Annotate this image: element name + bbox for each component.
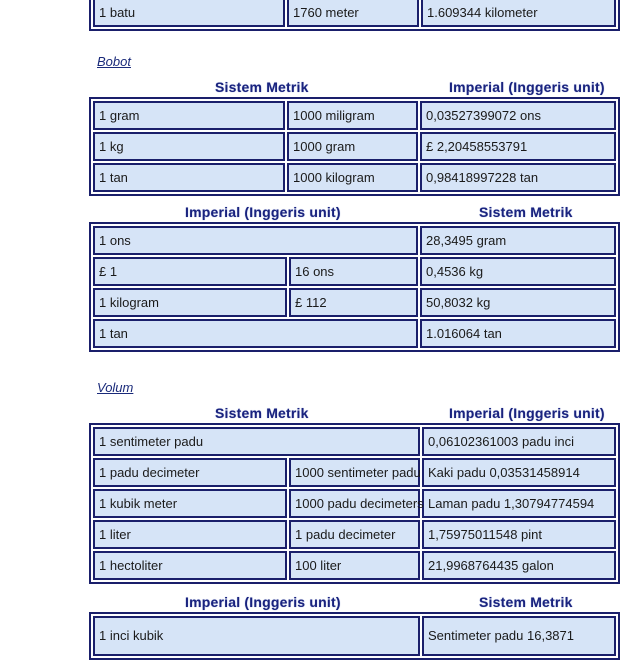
table-row <box>93 489 616 518</box>
table-row <box>93 226 616 255</box>
table-cell: 0,4536 kg <box>420 257 616 286</box>
table-cell: 1,75975011548 pint <box>422 520 616 549</box>
table-row <box>93 288 616 317</box>
table-cell: 1 ons <box>93 226 418 255</box>
weight-imperial-table <box>89 222 620 352</box>
table-cell: 1 sentimeter padu <box>93 427 420 456</box>
table-cell: 21,9968764435 galon <box>422 551 616 580</box>
table-cell: 1 inci kubik <box>93 616 420 656</box>
table-row <box>93 616 616 656</box>
table-cell: £ 112 <box>289 288 418 317</box>
table-row <box>93 427 616 456</box>
table-cell: 1 tan <box>93 319 418 348</box>
volume-table <box>89 423 620 584</box>
table-cell: 1.609344 kilometer <box>421 0 616 27</box>
table-cell: 1000 kilogram <box>287 163 418 192</box>
weight-metric-header-2: Sistem Metrik <box>479 204 573 220</box>
table-cell: Sentimeter padu 16,3871 <box>422 616 616 656</box>
table-cell: 16 ons <box>289 257 418 286</box>
table-cell: 1 batu <box>93 0 285 27</box>
table-cell: 28,3495 gram <box>420 226 616 255</box>
table-row <box>93 0 616 27</box>
table-cell: 100 liter <box>289 551 420 580</box>
weight-metric-header: Sistem Metrik <box>215 79 309 95</box>
volume-imperial-header: Imperial (Inggeris unit) <box>449 405 605 421</box>
table-row <box>93 163 616 192</box>
table-row <box>93 520 616 549</box>
table-cell: 1 kilogram <box>93 288 287 317</box>
table-row <box>93 101 616 130</box>
table-cell: Kaki padu 0,03531458914 <box>422 458 616 487</box>
table-cell: 0,06102361003 padu inci <box>422 427 616 456</box>
table-cell: 1000 miligram <box>287 101 418 130</box>
table-cell: 1000 gram <box>287 132 418 161</box>
table-row <box>93 132 616 161</box>
volume-imperial-header-2: Imperial (Inggeris unit) <box>185 594 341 610</box>
table-cell: 1.016064 tan <box>420 319 616 348</box>
table-row <box>93 319 616 348</box>
table-cell: 1 gram <box>93 101 285 130</box>
table-cell: 1 padu decimeter <box>289 520 420 549</box>
table-row <box>93 257 616 286</box>
table-cell: 1760 meter <box>287 0 419 27</box>
table-cell: 1 liter <box>93 520 287 549</box>
weight-metric-table <box>89 97 620 196</box>
table-row <box>93 458 616 487</box>
table-cell: 1000 sentimeter padu <box>289 458 420 487</box>
volume-section-label: Volum <box>97 380 134 395</box>
table-cell: £ 2,20458553791 <box>420 132 616 161</box>
table-cell: 1 kubik meter <box>93 489 287 518</box>
table-row <box>93 551 616 580</box>
volume-imperial-table <box>89 612 620 660</box>
table-cell: 1 tan <box>93 163 285 192</box>
partial-table-clip <box>0 612 638 643</box>
table-cell: £ 1 <box>93 257 287 286</box>
weight-section-label: Bobot <box>97 54 131 69</box>
table-cell: 1000 padu decimeters <box>289 489 420 518</box>
table-cell: Laman padu 1,30794774594 <box>422 489 616 518</box>
table-cell: 1 kg <box>93 132 285 161</box>
table-cell: 1 padu decimeter <box>93 458 287 487</box>
weight-imperial-header-2: Imperial (Inggeris unit) <box>185 204 341 220</box>
weight-imperial-header: Imperial (Inggeris unit) <box>449 79 605 95</box>
table-cell: 1 hectoliter <box>93 551 287 580</box>
volume-metric-header: Sistem Metrik <box>215 405 309 421</box>
table-cell: 0,03527399072 ons <box>420 101 616 130</box>
table-cell: 0,98418997228 tan <box>420 163 616 192</box>
volume-metric-header-2: Sistem Metrik <box>479 594 573 610</box>
table-cell: 50,8032 kg <box>420 288 616 317</box>
length-table-tail <box>89 0 620 31</box>
